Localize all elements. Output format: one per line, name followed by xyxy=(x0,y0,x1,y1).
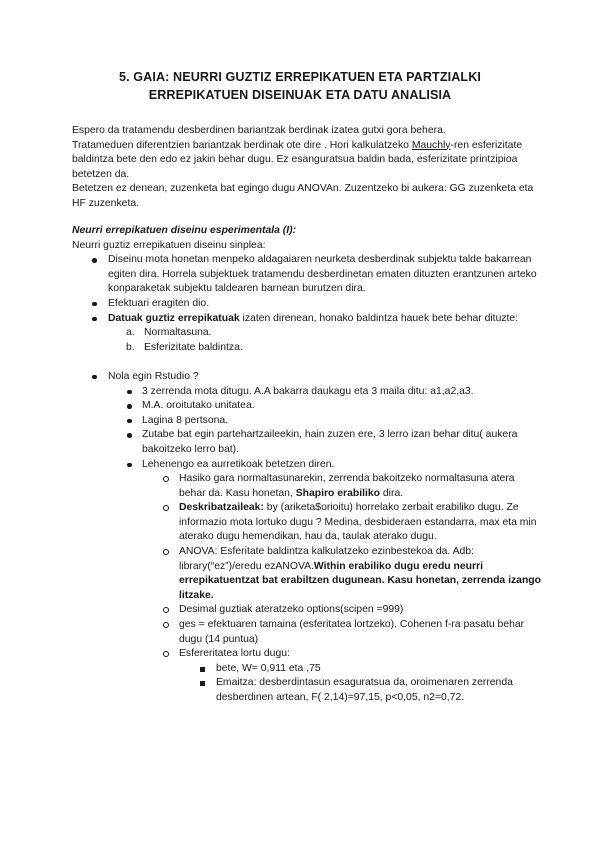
detail-bold-text: Within erabiliko dugu eredu neurri errepikatuentzat bat erabiltzen dugunean. Kasu honetan, zerrenda izango litzake. xyxy=(179,560,542,601)
condition-text: Normaltasuna. xyxy=(144,327,212,339)
bullet-text: Nola egin Rstudio ? xyxy=(108,370,199,382)
intro-paragraph-1: Espero da tratamendu desberdinen bariantzak berdinak izatea gutxi gora behera. xyxy=(72,125,446,136)
title-line-2: ERREPIKATUEN DISEINUAK ETA DATU ANALISIA xyxy=(148,88,452,102)
sphericity-results-list xyxy=(179,662,542,706)
detail-bold-text: Deskribatzaileak: xyxy=(179,502,264,514)
result-text: bete, W= 0,911 eta ,75 xyxy=(216,662,321,674)
detail-text: Hasiko gara normaltasunarekin, zerrenda bakoitzeko normaltasuna atera behar da. Kasu honetan, xyxy=(179,473,515,499)
step-text: Lagina 8 pertsona. xyxy=(142,414,229,426)
list-item xyxy=(142,603,542,618)
section-subheading: Neurri guztiz errepikatuen diseinu sinplea: xyxy=(72,239,266,251)
intro-paragraph-3: Betetzen ez denean, zuzenketa bat egingo dugu ANOVAn. Zuzentzeko bi aukera: GG zuzenketa eta HF zuzenketa. xyxy=(72,183,534,209)
bullet-text: Diseinu mota honetan menpeko aldagaiaren neurketa desberdinak subjektu talde bakarrean egiten dira. Horrela subjektuek tratamendu desberdinetan ematen dituzten erantzunen arteko konparaketak subjektu taldearen barnean burutzen dira. xyxy=(108,254,537,295)
intro-paragraph-2-end: -ren esferizitate baldintza bete den edo ez jakin behar dugu. Ez esanguratsua baldin bada, esferizitate printzipioa betetzen da. xyxy=(72,139,523,180)
list-item xyxy=(72,297,542,312)
detail-bold-text: Shapiro erabiliko xyxy=(295,487,381,499)
list-item xyxy=(179,676,542,705)
main-bullet-list xyxy=(72,253,542,705)
list-item xyxy=(142,472,542,501)
step-text: 3 zerrenda mota ditugu. A.A bakarra daukagu eta 3 maila ditu: a1,a2,a3. xyxy=(142,385,474,397)
list-item xyxy=(72,253,542,297)
result-text: Emaitza: desberdintasun esaguratsua da, oroimenaren zerrenda desberdinen artean, F( 2,14)=97,15, p<0,05, n2=0,72. xyxy=(216,677,513,703)
detail-text: by (ariketa$orioitu) horrelako zerbait erabiliko dugu. Ze informazio mota lortuko dugu ? Medina, desbideraen estandarra, max eta min aterako dugu hemendikan, hau da, taulak aterako dugu. xyxy=(179,502,537,543)
section-heading: Neurri errepikatuen diseinu esperimentala (I): xyxy=(72,225,297,236)
bullet-bold-text: Datuak guztiz errepikatuak xyxy=(108,312,240,324)
list-item xyxy=(142,618,542,647)
detail-text: dira. xyxy=(380,487,404,499)
step-text: Lehenengo ea aurretikoak betetzen diren. xyxy=(142,458,335,470)
bullet-text: Efektuari eragiten dio. xyxy=(108,297,210,309)
list-item xyxy=(72,370,542,706)
list-item xyxy=(108,399,542,414)
list-marker: b. xyxy=(126,341,135,353)
list-item xyxy=(108,341,542,356)
list-item xyxy=(142,501,542,545)
section-repeated-measures xyxy=(72,224,542,706)
list-item xyxy=(179,662,542,677)
condition-text: Esferizitate baldintza. xyxy=(144,341,243,353)
step-text: M.A. oroitutako unitatea. xyxy=(142,400,255,412)
title-line-1: 5. GAIA: NEURRI GUZTIZ ERREPIKATUEN ETA PARTZIALKI xyxy=(118,70,482,84)
list-item xyxy=(142,647,542,705)
detail-text: ges = efektuaren tamaina (esferitatea lortzeko). Cohenen f-ra pasatu behar dugu (14 puntua) xyxy=(179,619,525,645)
detail-text: Esfereritatea lortu dugu: xyxy=(179,648,290,660)
step-text: Zutabe bat egin partehartzaileekin, hain zuzen ere, 3 lerro izan behar ditu( aukera bakoitzeko lerro bat). xyxy=(142,429,518,455)
detail-text: ANOVA: Esferitate baldintza kalkulatzeko ezinbestekoa da. Adb: library(“ez”)/eredu ezANOVA. xyxy=(179,546,474,572)
rstudio-steps-list xyxy=(108,385,542,706)
list-item xyxy=(108,458,542,706)
list-marker: a. xyxy=(126,327,135,339)
detail-text: Desimal guztiak ateratzeko options(scipen =999) xyxy=(179,604,404,616)
intro-text xyxy=(72,124,542,212)
list-item xyxy=(142,545,542,603)
list-item xyxy=(72,312,542,370)
intro-paragraph-2-start: Tratameduen diferentzien bariantzak berdinak ote dire . Hori kalkulatzeko xyxy=(72,139,412,151)
list-item xyxy=(108,414,542,429)
mauchly-underlined: Mauchly xyxy=(411,139,451,151)
conditions-list xyxy=(108,326,542,355)
list-item xyxy=(108,326,542,341)
blank-line xyxy=(108,355,542,370)
intro-paragraph-2 xyxy=(72,139,542,183)
assumptions-list xyxy=(142,472,542,706)
list-item xyxy=(108,385,542,400)
bullet-text: izaten direnean, honako baldintza hauek bete behar dituzte: xyxy=(239,312,519,324)
list-item xyxy=(108,428,542,457)
page-title xyxy=(60,68,540,104)
